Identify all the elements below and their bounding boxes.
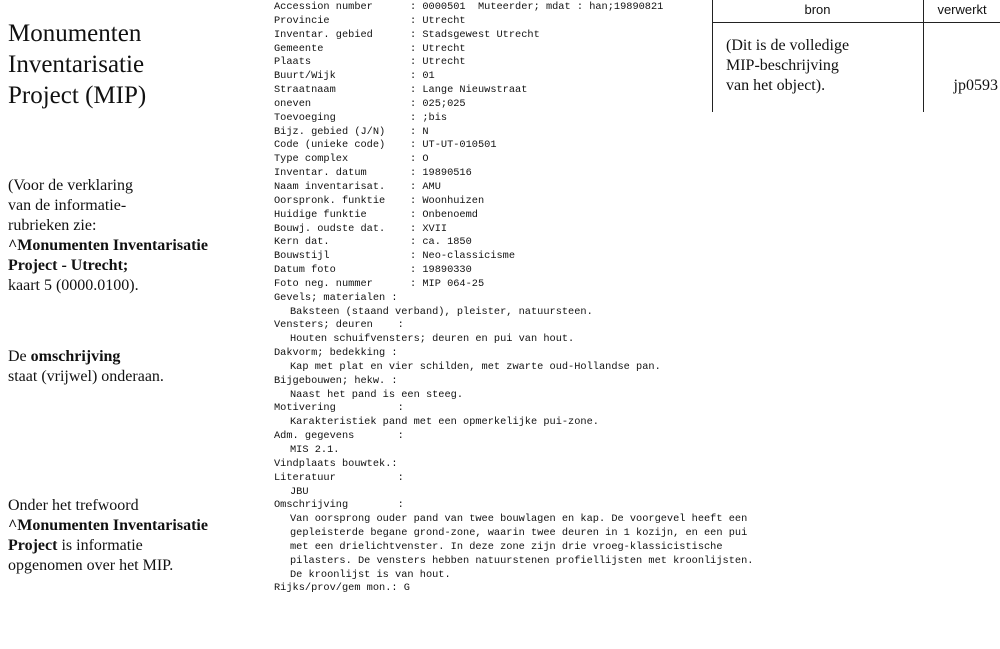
section-text: De kroonlijst is van hout. xyxy=(290,568,451,581)
field-label: Foto neg. nummer xyxy=(274,277,373,290)
section-header: Motivering : xyxy=(274,402,404,415)
record-field xyxy=(274,139,753,153)
field-label: Bijz. gebied (J/N) xyxy=(274,125,386,138)
section-header: Gevels; materialen : xyxy=(274,291,398,304)
field-label: Accession number xyxy=(274,1,373,13)
field-label: Plaats xyxy=(274,56,312,69)
section-text: gepleisterde begane grond-zone, waarin twee deuren in 1 kozijn, en een pui xyxy=(290,527,748,540)
section-header: Rijks/prov/gem mon.: G xyxy=(274,582,410,595)
field-value: : 01 xyxy=(410,70,435,83)
field-value: : UT-UT-010501 xyxy=(410,139,497,152)
field-label: Datum foto xyxy=(274,264,336,277)
field-value: : MIP 064-25 xyxy=(410,277,485,290)
field-value: : N xyxy=(410,125,429,138)
record-field xyxy=(274,181,753,195)
note-text: De xyxy=(8,348,31,365)
record-field xyxy=(274,98,753,112)
record-field xyxy=(274,43,753,57)
note-text: is informatie xyxy=(57,537,143,554)
field-label: Bouwj. oudste dat. xyxy=(274,222,386,235)
note-line: van de informatie- xyxy=(8,197,127,214)
field-label: Buurt/Wijk xyxy=(274,70,336,83)
field-value: : Lange Nieuwstraat xyxy=(410,84,528,97)
record-field xyxy=(274,236,753,250)
field-label: Code (unieke code) xyxy=(274,139,386,152)
mip-record xyxy=(274,1,753,596)
section-text: JBU xyxy=(290,485,309,498)
field-value: : AMU xyxy=(410,180,441,193)
record-field xyxy=(274,153,753,167)
reference-keyword: ^Monumenten Inventarisatie xyxy=(8,237,208,254)
section-text: met een drielichtvenster. In deze zone zijn drie vroeg-klassicistische xyxy=(290,540,723,553)
field-value: : XVII xyxy=(410,222,448,235)
section-text: pilasters. De vensters hebben natuurstenen profiellijsten met kroonlijsten. xyxy=(290,554,754,567)
record-field xyxy=(274,278,753,292)
field-label: Oorspronk. funktie xyxy=(274,194,386,207)
section-text: Van oorsprong ouder pand van twee bouwlagen en kap. De voorgevel heeft een xyxy=(290,513,748,526)
record-field xyxy=(274,15,753,29)
section-text: Baksteen (staand verband), pleister, natuursteen. xyxy=(290,305,593,318)
field-label: Inventar. gebied xyxy=(274,28,373,41)
record-field xyxy=(274,29,753,43)
title-line: Monumenten xyxy=(8,20,142,47)
section-text: Kap met plat en vier schilden, met zwarte oud-Hollandse pan. xyxy=(290,360,661,373)
reference-keyword: Project xyxy=(8,537,58,554)
description-line: (Dit is de volledige xyxy=(726,37,850,54)
record-field xyxy=(274,223,753,237)
bron-table xyxy=(712,0,1000,112)
field-value: : Stadsgewest Utrecht xyxy=(410,28,540,41)
section-text: Houten schuifvensters; deuren en pui van hout. xyxy=(290,333,575,346)
record-field xyxy=(274,195,753,209)
title-line: Inventarisatie xyxy=(8,51,145,78)
section-text: MIS 2.1. xyxy=(290,444,340,456)
note-line: rubrieken zie: xyxy=(8,217,97,234)
record-field xyxy=(274,84,753,98)
section-header: Bijgebouwen; hekw. : xyxy=(274,374,398,387)
note-line: kaart 5 (0000.0100). xyxy=(8,277,139,294)
description-note xyxy=(8,347,164,387)
field-value: : Onbenoemd xyxy=(410,208,478,221)
field-value: : ;bis xyxy=(410,111,448,124)
field-label: Kern dat. xyxy=(274,236,330,249)
section-text: Karakteristiek pand met een opmerkelijke pui-zone. xyxy=(290,416,599,429)
note-line: opgenomen over het MIP. xyxy=(8,557,174,574)
field-value: : Neo-classicisme xyxy=(410,250,516,263)
record-field xyxy=(274,126,753,140)
field-label: Type complex xyxy=(274,153,349,166)
record-field xyxy=(274,1,753,15)
record-field xyxy=(274,70,753,84)
page-title xyxy=(8,18,146,111)
field-label: oneven xyxy=(274,97,312,110)
field-value: : 19890516 xyxy=(410,167,472,180)
section-text: Naast het pand is een steeg. xyxy=(290,388,464,401)
section-header: Adm. gegevens : xyxy=(274,430,404,443)
description-line: MIP-beschrijving xyxy=(726,57,839,74)
section-header: Vensters; deuren : xyxy=(274,319,404,332)
field-value: : ca. 1850 xyxy=(410,236,472,249)
section-header: Vindplaats bouwtek.: xyxy=(274,457,398,470)
field-label: Naam inventarisat. xyxy=(274,180,386,193)
bron-header: bron xyxy=(712,0,923,23)
field-value: : Utrecht xyxy=(410,14,466,27)
field-value: : 025;025 xyxy=(410,97,466,110)
note-line: staat (vrijwel) onderaan. xyxy=(8,368,164,385)
section-header: Omschrijving : xyxy=(274,499,404,512)
field-label: Bouwstijl xyxy=(274,250,330,263)
field-value: : Utrecht xyxy=(410,56,466,69)
record-field xyxy=(274,250,753,264)
field-label: Straatnaam xyxy=(274,84,336,97)
record-field xyxy=(274,56,753,70)
field-label: Gemeente xyxy=(274,42,324,55)
field-label: Huidige funktie xyxy=(274,208,367,221)
section-header: Literatuur : xyxy=(274,471,404,484)
record-field xyxy=(274,112,753,126)
verwerkt-header: verwerkt xyxy=(924,0,1000,23)
field-value: : 19890330 xyxy=(410,264,472,277)
keyword-note xyxy=(8,496,208,576)
field-value: : 0000501 Muteerder; mdat : han;19890821 xyxy=(410,1,664,13)
explanation-note xyxy=(8,176,208,296)
description-line: van het object). xyxy=(726,77,826,94)
field-label: Toevoeging xyxy=(274,111,336,124)
note-line: Onder het trefwoord xyxy=(8,497,139,514)
field-value: : O xyxy=(410,153,429,166)
section-header: Dakvorm; bedekking : xyxy=(274,347,398,360)
description-keyword: omschrijving xyxy=(30,348,121,365)
title-line: Project (MIP) xyxy=(8,82,147,109)
record-field xyxy=(274,209,753,223)
field-value: : Utrecht xyxy=(410,42,466,55)
field-label: Inventar. datum xyxy=(274,167,367,180)
note-line: (Voor de verklaring xyxy=(8,177,133,194)
verwerkt-code: jp0593 xyxy=(953,77,998,94)
record-field xyxy=(274,264,753,278)
field-label: Provincie xyxy=(274,14,330,27)
field-value: : Woonhuizen xyxy=(410,194,485,207)
reference-keyword: ^Monumenten Inventarisatie xyxy=(8,517,208,534)
record-field xyxy=(274,167,753,181)
reference-keyword: Project - Utrecht; xyxy=(8,257,129,274)
bron-description xyxy=(726,36,916,96)
